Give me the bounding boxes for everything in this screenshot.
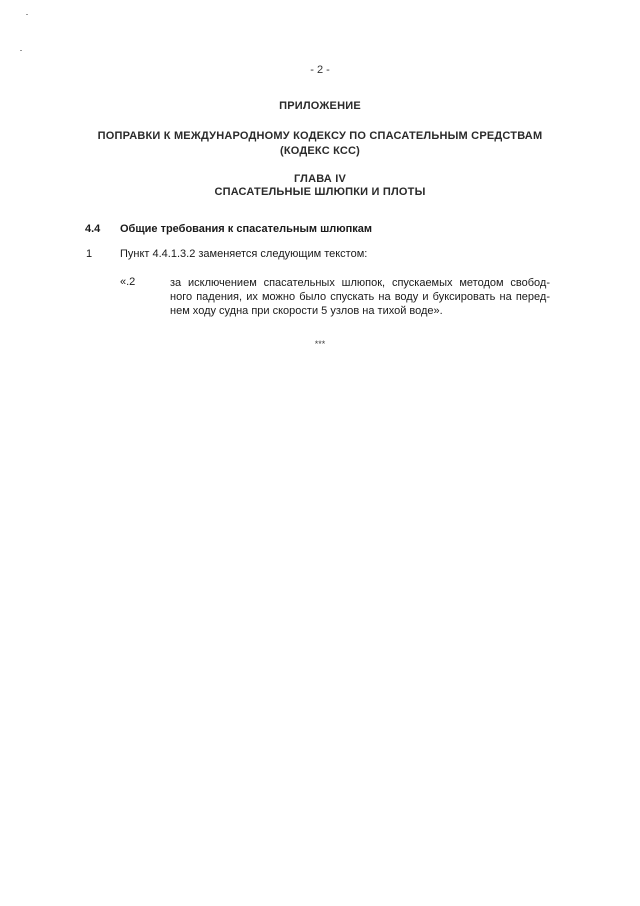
paragraph-text: Пункт 4.4.1.3.2 заменяется следующим текстом: (120, 248, 368, 260)
quoted-item-line: ного падения, их можно было спускать на воду и буксировать на перед- (170, 291, 550, 303)
section-number: 4.4 (85, 223, 101, 235)
annex-title: ПРИЛОЖЕНИЕ (279, 100, 361, 112)
quoted-item-text (170, 276, 550, 318)
section-title: Общие требования к спасательным шлюпкам (120, 223, 373, 235)
scan-speck (26, 14, 28, 15)
chapter-title: СПАСАТЕЛЬНЫЕ ШЛЮПКИ И ПЛОТЫ (214, 186, 426, 198)
quoted-item-number: «.2 (120, 276, 136, 288)
amendments-title-line1: ПОПРАВКИ К МЕЖДУНАРОДНОМУ КОДЕКСУ ПО СПАСАТЕЛЬНЫМ СРЕДСТВАМ (97, 130, 543, 142)
end-of-text-mark: *** (314, 339, 326, 349)
page-number: - 2 - (310, 64, 330, 76)
paragraph-number: 1 (86, 248, 93, 260)
amendments-title-line2: (КОДЕКС КСС) (279, 145, 361, 157)
quoted-item-line: нем ходу судна при скорости 5 узлов на тихой воде». (170, 305, 443, 317)
scan-speck (20, 50, 22, 51)
chapter-label: ГЛАВА IV (293, 173, 346, 185)
quoted-item-line: за исключением спасательных шлюпок, спускаемых методом свобод- (170, 277, 550, 289)
